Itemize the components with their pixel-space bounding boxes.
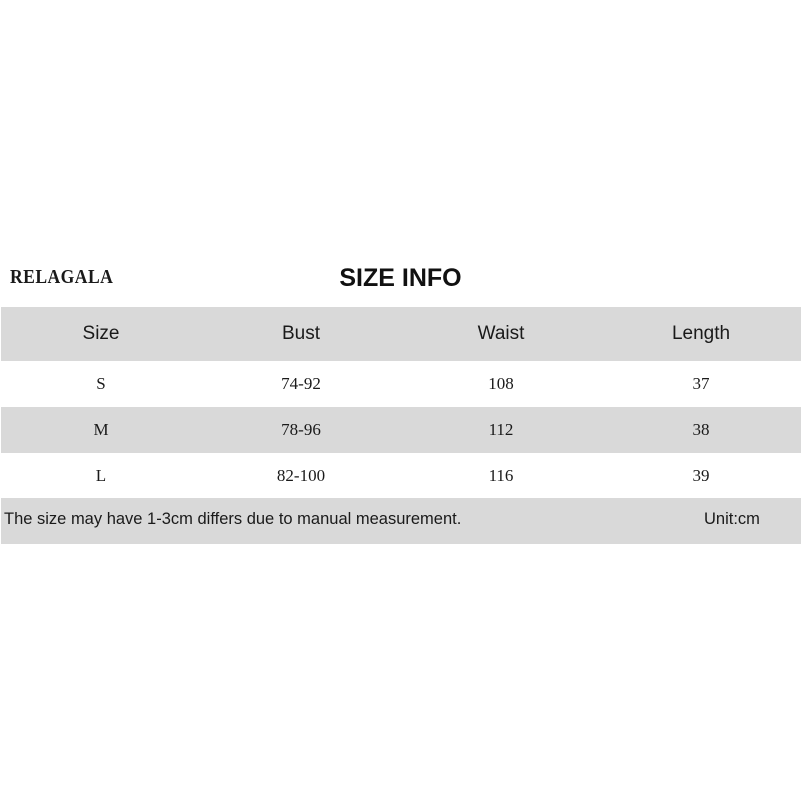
- cell-size: L: [95, 466, 107, 485]
- cell-bust: 78-96: [281, 420, 321, 439]
- size-table: [1, 307, 801, 499]
- measurement-note: The size may have 1-3cm differs due to manual measurement.: [4, 510, 462, 528]
- table-row: [1, 361, 801, 407]
- header-length: Length: [671, 323, 731, 344]
- cell-length: 37: [692, 374, 710, 393]
- cell-waist: 112: [488, 420, 514, 439]
- brand-logo: RELAGALA: [10, 266, 114, 288]
- table-header-row: [1, 307, 801, 361]
- unit-label: Unit:cm: [704, 510, 760, 528]
- header-waist: Waist: [477, 323, 525, 344]
- page-title: SIZE INFO: [339, 264, 462, 292]
- header-bust: Bust: [281, 323, 321, 344]
- table-row: [1, 453, 801, 499]
- cell-length: 39: [692, 466, 710, 485]
- table-footer: [1, 498, 801, 544]
- cell-waist: 108: [488, 374, 514, 393]
- cell-waist: 116: [488, 466, 514, 485]
- cell-size: S: [96, 374, 106, 393]
- header-size: Size: [82, 323, 120, 344]
- cell-bust: 74-92: [281, 374, 321, 393]
- cell-bust: 82-100: [276, 466, 326, 485]
- table-row: [1, 407, 801, 453]
- cell-length: 38: [692, 420, 710, 439]
- cell-size: M: [93, 420, 109, 439]
